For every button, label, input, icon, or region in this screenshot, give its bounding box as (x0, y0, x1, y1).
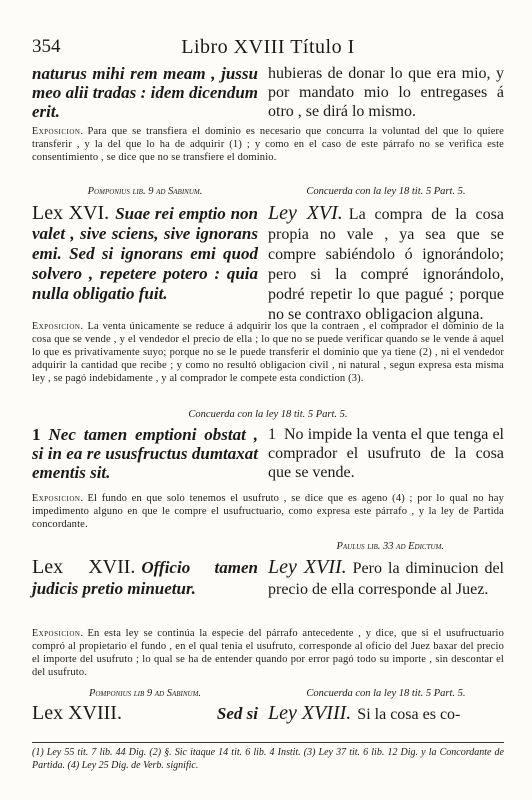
spanish-body: Si la cosa es co- (357, 706, 461, 723)
latin-body: Nec tamen emptioni obstat , si in ea re ususfructus dumtaxat ementis sit. (32, 425, 258, 482)
latin-text (32, 557, 258, 600)
paragraph-1 (32, 425, 504, 482)
lex-xviii (32, 704, 504, 724)
exposition-lead: Exposicion. (32, 126, 84, 137)
exposition-lead: Exposicion. (32, 321, 84, 332)
spanish-text (268, 704, 504, 724)
footnotes: (1) Ley 55 tit. 7 lib. 44 Dig. (2) §. Sic itaque 14 tit. 6 lib. 4 Instit. (3) Ley 37 tit. 6 lib. 12 Dig. y la Concordante de Partida. (4) Ley 25 Dig. de Verb. signific. (32, 747, 504, 771)
paragraph-number: 1 (268, 426, 276, 443)
latin-text (32, 203, 258, 325)
spanish-body: Pero la diminucion del precio de ella corresponde al Juez. (268, 560, 504, 598)
exposition-4 (32, 627, 504, 679)
lex-heading: Lex XVII. (32, 556, 136, 578)
source-left: Pomponius lib 9 ad Sabinum. (88, 688, 202, 699)
exposition-2 (32, 320, 504, 385)
exposition-text: Para que se transfiera el dominio es necesario que concurra la voluntad del que lo quiere transferir , y la del que lo ha de adquirir (1) ; y como en el caso de este párrafo no se verifica este consentimiento , se dice que no se transfiere el dominio. (32, 126, 504, 163)
spanish-text (268, 203, 504, 325)
exposition-3 (32, 492, 504, 531)
spanish-body: No impide la venta el que tenga el comprador el usufruto de la cosa que se vende. (268, 426, 504, 481)
source-right: Concuerda con la ley 18 tit. 5 Part. 5. (306, 186, 466, 197)
section-sources (32, 688, 504, 699)
lex-heading: Lex XVI. (32, 202, 110, 224)
ley-heading: Ley XVII. (268, 556, 347, 578)
concordance-line: Concuerda con la ley 18 tit. 5 Part. 5. (188, 409, 348, 420)
page-title: Libro XVIII Título I (181, 36, 355, 58)
ley-heading: Ley XVIII. (268, 702, 352, 724)
latin-text (32, 704, 258, 724)
ley-heading: Ley XVI. (268, 202, 343, 224)
footnote-divider (32, 742, 504, 743)
running-header (32, 36, 504, 60)
latin-body: Officio tamen judicis pretio minuetur. (32, 558, 258, 598)
source-left: Pomponius lib. 9 ad Sabinum. (87, 186, 203, 197)
latin-body: Suae rei emptio non valet , sive sciens, sive ignorans emi. Sed si ignorans emi quod solvero , repetere potero : quia nulla obligatio fuit. (32, 204, 259, 303)
spanish-text: hubieras de donar lo que era mio, y por mandato mio lo entregases á otro , se dirá lo mismo. (268, 65, 504, 120)
exposition-text: La venta únicamente se reduce á adquirir los que la contraen , el comprador el dominio de la cosa que se vende , y el vendedor el precio de ella ; lo que no se puede verificar quando se le vende á aquel lo que es privativamente suyo; porque no se le puede transferir el dominio que ya tiene (2) , ni el vendedor adquirir la cantidad que recibe ; y como no resultó obligacion civil , ni natural , segun expresa esta misma ley , se pagó indebidamente , y al comprador le compete esta condiction (3). (32, 321, 504, 384)
lex-xvii (32, 557, 504, 600)
page-number: 354 (32, 36, 61, 57)
latin-text: naturus mihi rem meam , jussu meo alii tradas : idem dicendum erit. (32, 64, 258, 121)
lex-xvi (32, 203, 504, 325)
paragraph-number: 1 (32, 425, 41, 444)
spanish-text (268, 557, 504, 600)
continuation-block (32, 64, 504, 121)
exposition-lead: Exposicion. (32, 628, 84, 639)
spanish-body: La compra de la cosa propia no vale , ya sea que se compre sabiéndolo ó ignorándolo; pero si la compré ignorándolo, podré repetir lo que pagué ; porque no se contraxo obligacion alguna. (268, 206, 504, 323)
source-line: Paulus lib. 33 ad Edictum. (336, 541, 444, 552)
latin-text (32, 425, 258, 482)
exposition-text: En esta ley se continúa la especie del párrafo antecedente , y dice, que si el usufructuario compró al propietario el fundo , en el qual tenia el usufruto, corresponde al oficio del Juez baxar del precio el importe del usufruto ; lo qual se ha de entender quando por error pagó todo su importe , sin descontar el del usufruto. (32, 628, 504, 678)
exposition-1 (32, 125, 504, 164)
lex-heading: Lex XVIII. (32, 702, 122, 724)
exposition-lead: Exposicion. (32, 493, 84, 504)
spanish-text (268, 425, 504, 482)
exposition-text: El fundo en que solo tenemos el usufruto , se dice que es ageno (4) ; por lo qual no hay impedimento alguno en que le compre el usufructuario, como expresa este párrafo , y la ley de Partida concordante. (32, 493, 504, 530)
section-sources (32, 186, 504, 197)
source-right: Concuerda con la ley 18 tit. 5 Part. 5. (306, 688, 466, 699)
latin-body: Sed si (216, 704, 258, 723)
